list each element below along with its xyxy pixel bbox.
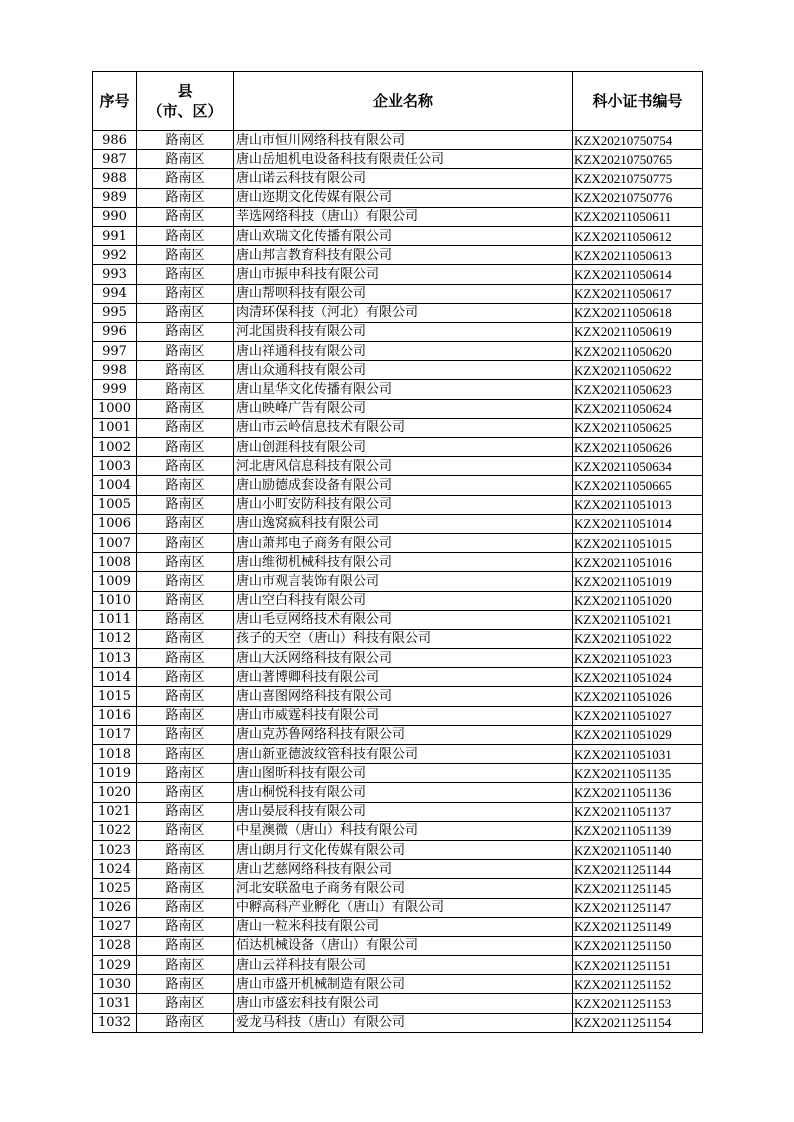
row-name: 河北国贵科技有限公司 bbox=[234, 322, 573, 341]
row-name: 唐山众通科技有限公司 bbox=[234, 361, 573, 380]
table-row bbox=[93, 572, 703, 591]
table-row bbox=[93, 265, 703, 284]
row-seq: 1027 bbox=[93, 917, 137, 936]
table-row bbox=[93, 303, 703, 322]
row-code: KZX20211050620 bbox=[573, 342, 703, 361]
row-seq: 999 bbox=[93, 380, 137, 399]
table-row bbox=[93, 226, 703, 245]
table-row bbox=[93, 956, 703, 975]
row-code: KZX20211050625 bbox=[573, 418, 703, 437]
row-county: 路南区 bbox=[137, 706, 234, 725]
row-county: 路南区 bbox=[137, 342, 234, 361]
row-code: KZX20211050623 bbox=[573, 380, 703, 399]
row-code: KZX20211051026 bbox=[573, 687, 703, 706]
row-county: 路南区 bbox=[137, 495, 234, 514]
row-county: 路南区 bbox=[137, 821, 234, 840]
row-code: KZX20210750765 bbox=[573, 150, 703, 169]
row-seq: 1017 bbox=[93, 725, 137, 744]
row-seq: 986 bbox=[93, 131, 137, 150]
row-code: KZX20211251145 bbox=[573, 879, 703, 898]
table-row bbox=[93, 821, 703, 840]
row-name: 中星澳微（唐山）科技有限公司 bbox=[234, 821, 573, 840]
row-seq: 1032 bbox=[93, 1013, 137, 1032]
row-code: KZX20211251150 bbox=[573, 936, 703, 955]
table-row bbox=[93, 284, 703, 303]
row-name: 唐山市盛开机械制造有限公司 bbox=[234, 975, 573, 994]
row-county: 路南区 bbox=[137, 898, 234, 917]
table-row bbox=[93, 207, 703, 226]
row-seq: 1026 bbox=[93, 898, 137, 917]
row-name: 唐山克苏鲁网络科技有限公司 bbox=[234, 725, 573, 744]
row-code: KZX20211051140 bbox=[573, 840, 703, 859]
row-county: 路南区 bbox=[137, 226, 234, 245]
row-seq: 1000 bbox=[93, 399, 137, 418]
table-row bbox=[93, 418, 703, 437]
row-code: KZX20211251154 bbox=[573, 1013, 703, 1032]
row-name: 唐山欢瑞文化传播有限公司 bbox=[234, 226, 573, 245]
row-name: 唐山小町安防科技有限公司 bbox=[234, 495, 573, 514]
row-code: KZX20211051021 bbox=[573, 610, 703, 629]
row-county: 路南区 bbox=[137, 687, 234, 706]
row-county: 路南区 bbox=[137, 668, 234, 687]
table-row bbox=[93, 150, 703, 169]
row-county: 路南区 bbox=[137, 476, 234, 495]
row-county: 路南区 bbox=[137, 380, 234, 399]
row-county: 路南区 bbox=[137, 649, 234, 668]
row-seq: 1018 bbox=[93, 745, 137, 764]
row-seq: 1002 bbox=[93, 438, 137, 457]
row-code: KZX20211050613 bbox=[573, 246, 703, 265]
row-county: 路南区 bbox=[137, 764, 234, 783]
row-code: KZX20211051024 bbox=[573, 668, 703, 687]
row-code: KZX20210750775 bbox=[573, 169, 703, 188]
row-code: KZX20211051027 bbox=[573, 706, 703, 725]
row-name: 唐山逸窝疯科技有限公司 bbox=[234, 514, 573, 533]
table-row bbox=[93, 610, 703, 629]
table-row bbox=[93, 802, 703, 821]
row-code: KZX20211050611 bbox=[573, 207, 703, 226]
row-name: 中孵高科产业孵化（唐山）有限公司 bbox=[234, 898, 573, 917]
row-county: 路南区 bbox=[137, 188, 234, 207]
row-seq: 1019 bbox=[93, 764, 137, 783]
row-code: KZX20211251147 bbox=[573, 898, 703, 917]
table-header bbox=[93, 72, 703, 131]
row-code: KZX20211050624 bbox=[573, 399, 703, 418]
row-code: KZX20211051137 bbox=[573, 802, 703, 821]
row-county: 路南区 bbox=[137, 322, 234, 341]
row-county: 路南区 bbox=[137, 936, 234, 955]
table-row bbox=[93, 188, 703, 207]
row-name: 河北唐风信息科技有限公司 bbox=[234, 457, 573, 476]
row-seq: 993 bbox=[93, 265, 137, 284]
row-code: KZX20211050626 bbox=[573, 438, 703, 457]
table-body bbox=[93, 131, 703, 1033]
row-seq: 1029 bbox=[93, 956, 137, 975]
table-row bbox=[93, 438, 703, 457]
row-seq: 1013 bbox=[93, 649, 137, 668]
row-name: 唐山市振申科技有限公司 bbox=[234, 265, 573, 284]
row-seq: 1004 bbox=[93, 476, 137, 495]
row-seq: 1009 bbox=[93, 572, 137, 591]
table-row bbox=[93, 898, 703, 917]
row-seq: 1022 bbox=[93, 821, 137, 840]
table-row bbox=[93, 668, 703, 687]
row-name: 唐山图昕科技有限公司 bbox=[234, 764, 573, 783]
table-row bbox=[93, 322, 703, 341]
row-seq: 997 bbox=[93, 342, 137, 361]
table-row bbox=[93, 514, 703, 533]
row-code: KZX20211050614 bbox=[573, 265, 703, 284]
row-code: KZX20211051029 bbox=[573, 725, 703, 744]
row-code: KZX20211051136 bbox=[573, 783, 703, 802]
table-row bbox=[93, 533, 703, 552]
row-county: 路南区 bbox=[137, 169, 234, 188]
row-county: 路南区 bbox=[137, 131, 234, 150]
table-row bbox=[93, 783, 703, 802]
row-seq: 1030 bbox=[93, 975, 137, 994]
row-name: 肉清环保科技（河北）有限公司 bbox=[234, 303, 573, 322]
row-code: KZX20211251153 bbox=[573, 994, 703, 1013]
table-row bbox=[93, 706, 703, 725]
row-name: 唐山维彻机械科技有限公司 bbox=[234, 553, 573, 572]
row-county: 路南区 bbox=[137, 860, 234, 879]
table-row bbox=[93, 591, 703, 610]
row-seq: 998 bbox=[93, 361, 137, 380]
row-county: 路南区 bbox=[137, 725, 234, 744]
header-county bbox=[137, 72, 234, 131]
row-name: 唐山励德成套设备有限公司 bbox=[234, 476, 573, 495]
row-county: 路南区 bbox=[137, 207, 234, 226]
row-county: 路南区 bbox=[137, 553, 234, 572]
table-row bbox=[93, 840, 703, 859]
row-name: 唐山市盛宏科技有限公司 bbox=[234, 994, 573, 1013]
row-seq: 1015 bbox=[93, 687, 137, 706]
row-code: KZX20211251151 bbox=[573, 956, 703, 975]
row-code: KZX20211050634 bbox=[573, 457, 703, 476]
row-name: 河北安联盈电子商务有限公司 bbox=[234, 879, 573, 898]
row-name: 唐山云祥科技有限公司 bbox=[234, 956, 573, 975]
row-county: 路南区 bbox=[137, 150, 234, 169]
row-code: KZX20211050665 bbox=[573, 476, 703, 495]
row-code: KZX20211050617 bbox=[573, 284, 703, 303]
header-county-line2: （市、区） bbox=[147, 102, 223, 120]
table-row bbox=[93, 169, 703, 188]
table-row bbox=[93, 495, 703, 514]
table-row bbox=[93, 131, 703, 150]
header-row bbox=[93, 72, 703, 131]
header-name: 企业名称 bbox=[234, 72, 573, 131]
row-code: KZX20211051139 bbox=[573, 821, 703, 840]
row-name: 佰达机械设备（唐山）有限公司 bbox=[234, 936, 573, 955]
row-name: 唐山市威霆科技有限公司 bbox=[234, 706, 573, 725]
row-name: 爱龙马科技（唐山）有限公司 bbox=[234, 1013, 573, 1032]
row-code: KZX20211050618 bbox=[573, 303, 703, 322]
row-seq: 1020 bbox=[93, 783, 137, 802]
row-name: 孩子的天空（唐山）科技有限公司 bbox=[234, 629, 573, 648]
row-seq: 996 bbox=[93, 322, 137, 341]
table-row bbox=[93, 457, 703, 476]
table-row bbox=[93, 860, 703, 879]
row-code: KZX20211050622 bbox=[573, 361, 703, 380]
row-name: 唐山著博卿科技有限公司 bbox=[234, 668, 573, 687]
row-seq: 987 bbox=[93, 150, 137, 169]
row-code: KZX20211051135 bbox=[573, 764, 703, 783]
row-seq: 1001 bbox=[93, 418, 137, 437]
table-row bbox=[93, 553, 703, 572]
table-row bbox=[93, 745, 703, 764]
row-county: 路南区 bbox=[137, 783, 234, 802]
row-county: 路南区 bbox=[137, 418, 234, 437]
row-name: 唐山邦言教育科技有限公司 bbox=[234, 246, 573, 265]
row-county: 路南区 bbox=[137, 840, 234, 859]
row-seq: 1028 bbox=[93, 936, 137, 955]
row-name: 唐山星华文化传播有限公司 bbox=[234, 380, 573, 399]
row-seq: 1008 bbox=[93, 553, 137, 572]
row-name: 唐山朗月行文化传媒有限公司 bbox=[234, 840, 573, 859]
row-seq: 990 bbox=[93, 207, 137, 226]
row-seq: 995 bbox=[93, 303, 137, 322]
row-county: 路南区 bbox=[137, 879, 234, 898]
table-row bbox=[93, 764, 703, 783]
row-seq: 991 bbox=[93, 226, 137, 245]
row-county: 路南区 bbox=[137, 591, 234, 610]
row-code: KZX20211051031 bbox=[573, 745, 703, 764]
row-seq: 1010 bbox=[93, 591, 137, 610]
row-county: 路南区 bbox=[137, 917, 234, 936]
row-name: 唐山空白科技有限公司 bbox=[234, 591, 573, 610]
row-name: 唐山艺慈网络科技有限公司 bbox=[234, 860, 573, 879]
row-code: KZX20211051023 bbox=[573, 649, 703, 668]
row-code: KZX20211051014 bbox=[573, 514, 703, 533]
row-name: 唐山桐悦科技有限公司 bbox=[234, 783, 573, 802]
row-name: 唐山市观言装饰有限公司 bbox=[234, 572, 573, 591]
table-row bbox=[93, 994, 703, 1013]
row-name: 唐山迩期文化传媒有限公司 bbox=[234, 188, 573, 207]
row-seq: 988 bbox=[93, 169, 137, 188]
table-row bbox=[93, 476, 703, 495]
row-county: 路南区 bbox=[137, 610, 234, 629]
row-seq: 1011 bbox=[93, 610, 137, 629]
row-code: KZX20211251152 bbox=[573, 975, 703, 994]
row-county: 路南区 bbox=[137, 246, 234, 265]
row-code: KZX20211051020 bbox=[573, 591, 703, 610]
row-code: KZX20211051022 bbox=[573, 629, 703, 648]
table-row bbox=[93, 936, 703, 955]
table-row bbox=[93, 629, 703, 648]
table-row bbox=[93, 399, 703, 418]
row-seq: 1031 bbox=[93, 994, 137, 1013]
row-code: KZX20211050612 bbox=[573, 226, 703, 245]
row-seq: 1003 bbox=[93, 457, 137, 476]
row-name: 唐山祥通科技有限公司 bbox=[234, 342, 573, 361]
table-row bbox=[93, 1013, 703, 1032]
table-row bbox=[93, 342, 703, 361]
row-county: 路南区 bbox=[137, 975, 234, 994]
row-code: KZX20211050619 bbox=[573, 322, 703, 341]
row-county: 路南区 bbox=[137, 457, 234, 476]
row-code: KZX20211051013 bbox=[573, 495, 703, 514]
row-name: 唐山大沃网络科技有限公司 bbox=[234, 649, 573, 668]
row-name: 唐山市恒川网络科技有限公司 bbox=[234, 131, 573, 150]
row-name: 唐山映峰广告有限公司 bbox=[234, 399, 573, 418]
row-name: 唐山喜图网络科技有限公司 bbox=[234, 687, 573, 706]
row-county: 路南区 bbox=[137, 629, 234, 648]
row-name: 唐山一粒米科技有限公司 bbox=[234, 917, 573, 936]
table-row bbox=[93, 380, 703, 399]
header-county-line1: 县 bbox=[177, 82, 193, 100]
row-name: 唐山晏辰科技有限公司 bbox=[234, 802, 573, 821]
row-name: 莘选网络科技（唐山）有限公司 bbox=[234, 207, 573, 226]
row-name: 唐山帮呗科技有限公司 bbox=[234, 284, 573, 303]
row-name: 唐山新亚德波纹管科技有限公司 bbox=[234, 745, 573, 764]
row-seq: 1023 bbox=[93, 840, 137, 859]
row-name: 唐山萧邦电子商务有限公司 bbox=[234, 533, 573, 552]
row-seq: 1005 bbox=[93, 495, 137, 514]
header-seq: 序号 bbox=[93, 72, 137, 131]
row-county: 路南区 bbox=[137, 399, 234, 418]
row-seq: 1021 bbox=[93, 802, 137, 821]
table-row bbox=[93, 361, 703, 380]
row-county: 路南区 bbox=[137, 533, 234, 552]
row-name: 唐山创涯科技有限公司 bbox=[234, 438, 573, 457]
row-county: 路南区 bbox=[137, 514, 234, 533]
row-seq: 992 bbox=[93, 246, 137, 265]
table-row bbox=[93, 725, 703, 744]
table-row bbox=[93, 975, 703, 994]
row-seq: 1014 bbox=[93, 668, 137, 687]
row-county: 路南区 bbox=[137, 994, 234, 1013]
enterprise-list-table bbox=[92, 71, 703, 1033]
row-code: KZX20210750754 bbox=[573, 131, 703, 150]
table-row bbox=[93, 687, 703, 706]
table-row bbox=[93, 879, 703, 898]
table-row bbox=[93, 649, 703, 668]
row-name: 唐山毛豆网络技术有限公司 bbox=[234, 610, 573, 629]
row-county: 路南区 bbox=[137, 1013, 234, 1032]
row-name: 唐山市云岭信息技术有限公司 bbox=[234, 418, 573, 437]
row-code: KZX20211251144 bbox=[573, 860, 703, 879]
row-county: 路南区 bbox=[137, 361, 234, 380]
row-county: 路南区 bbox=[137, 284, 234, 303]
row-seq: 1012 bbox=[93, 629, 137, 648]
row-county: 路南区 bbox=[137, 745, 234, 764]
row-name: 唐山诺云科技有限公司 bbox=[234, 169, 573, 188]
row-name: 唐山岳旭机电设备科技有限责任公司 bbox=[234, 150, 573, 169]
header-code: 科小证书编号 bbox=[573, 72, 703, 131]
row-seq: 1016 bbox=[93, 706, 137, 725]
row-county: 路南区 bbox=[137, 802, 234, 821]
row-county: 路南区 bbox=[137, 956, 234, 975]
row-seq: 989 bbox=[93, 188, 137, 207]
row-code: KZX20211051016 bbox=[573, 553, 703, 572]
row-county: 路南区 bbox=[137, 572, 234, 591]
row-code: KZX20211251149 bbox=[573, 917, 703, 936]
row-code: KZX20211051015 bbox=[573, 533, 703, 552]
table-row bbox=[93, 917, 703, 936]
row-seq: 1007 bbox=[93, 533, 137, 552]
row-seq: 1024 bbox=[93, 860, 137, 879]
row-seq: 1025 bbox=[93, 879, 137, 898]
row-code: KZX20211051019 bbox=[573, 572, 703, 591]
row-code: KZX20210750776 bbox=[573, 188, 703, 207]
table-row bbox=[93, 246, 703, 265]
row-county: 路南区 bbox=[137, 265, 234, 284]
row-seq: 1006 bbox=[93, 514, 137, 533]
row-county: 路南区 bbox=[137, 303, 234, 322]
row-county: 路南区 bbox=[137, 438, 234, 457]
row-seq: 994 bbox=[93, 284, 137, 303]
